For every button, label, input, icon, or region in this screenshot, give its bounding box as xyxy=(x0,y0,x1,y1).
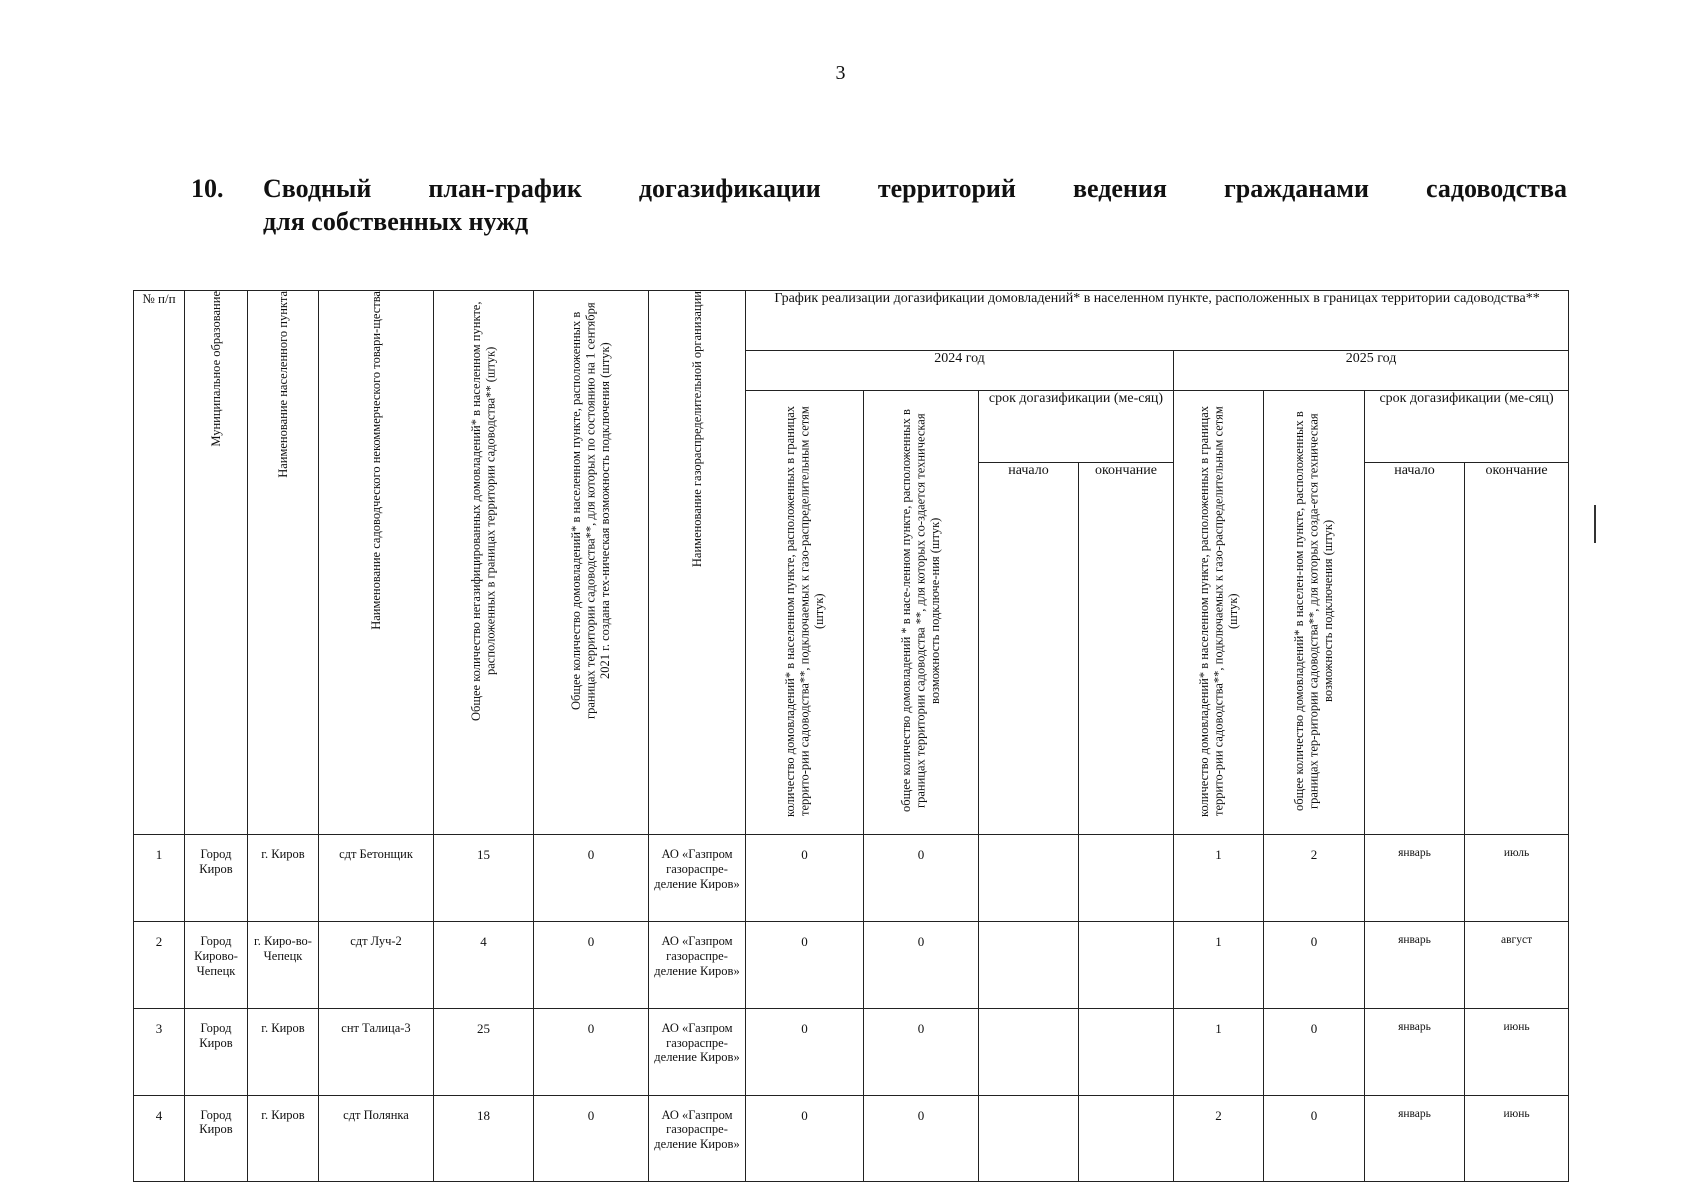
cell-connected-2025: 1 xyxy=(1174,1008,1264,1095)
cell-ungasified: 18 xyxy=(434,1095,534,1182)
cell-ungasified: 4 xyxy=(434,922,534,1009)
cell-tech: 0 xyxy=(534,922,649,1009)
heading-number: 10. xyxy=(191,174,224,203)
cell-snt: снт Талица-3 xyxy=(319,1008,434,1095)
heading-word: догазификации xyxy=(638,174,821,203)
cell-end-2025: июнь xyxy=(1465,1008,1569,1095)
cell-end-2025: июль xyxy=(1465,835,1569,922)
header-municipality-text: Муниципальное образование xyxy=(208,291,223,447)
cell-org: АО «Газпром газораспре-деление Киров» xyxy=(649,1008,746,1095)
header-num: № п/п xyxy=(134,291,185,835)
heading-word: Сводный xyxy=(263,174,372,203)
cell-start-2024 xyxy=(979,1095,1079,1182)
cell-connected-2024: 0 xyxy=(746,1008,864,1095)
cell-settlement: г. Киро-во-Чепецк xyxy=(248,922,319,1009)
header-schedule: График реализации догазификации домовладений* в населенном пункте, расположенных в границах территории садоводства** xyxy=(746,291,1569,351)
cell-start-2024 xyxy=(979,835,1079,922)
heading-words xyxy=(263,172,1567,205)
cell-start-2025: январь xyxy=(1365,1008,1465,1095)
header-tech-possibility xyxy=(534,291,649,835)
cell-connected-2025: 2 xyxy=(1174,1095,1264,1182)
cell-municipality: Город Киров xyxy=(185,835,248,922)
heading-word: ведения xyxy=(1072,174,1167,203)
header-start-2025: начало xyxy=(1365,462,1465,835)
heading-line-2: для собственных нужд xyxy=(263,207,529,236)
cell-org: АО «Газпром газораспре-деление Киров» xyxy=(649,835,746,922)
cell-snt: сдт Луч-2 xyxy=(319,922,434,1009)
table-row xyxy=(134,835,1569,922)
header-tech-possibility-text: Общее количество домовладений* в населенном пункте, расположенных в границах территории садоводства**, для которых по состоянию на 1 сентября 2021 г. создана тех-ническая возможность подключения (штук) xyxy=(569,302,613,720)
header-connected-2025-text: количество домовладений* в населенном пункте, расположенных в границах террито-рии садоводства**, подключаемых к газо-распределительным сетям (штук) xyxy=(1196,405,1240,817)
cell-end-2025: июнь xyxy=(1465,1095,1569,1182)
table-row xyxy=(134,922,1569,1009)
cell-created-2025: 2 xyxy=(1264,835,1365,922)
header-year-2024: 2024 год xyxy=(746,351,1174,391)
cell-created-2024: 0 xyxy=(864,1008,979,1095)
cell-connected-2024: 0 xyxy=(746,1095,864,1182)
heading-word: садоводства xyxy=(1426,174,1567,203)
cell-end-2025: август xyxy=(1465,922,1569,1009)
header-term-2024: срок догазификации (ме-сяц) xyxy=(979,391,1174,463)
cell-municipality: Город Кирово-Чепецк xyxy=(185,922,248,1009)
cell-end-2024 xyxy=(1079,1095,1174,1182)
cell-connected-2024: 0 xyxy=(746,835,864,922)
header-snt xyxy=(319,291,434,835)
cell-tech: 0 xyxy=(534,1008,649,1095)
cell-settlement: г. Киров xyxy=(248,835,319,922)
header-connected-2024 xyxy=(746,391,864,835)
cell-settlement: г. Киров xyxy=(248,1008,319,1095)
cell-start-2024 xyxy=(979,922,1079,1009)
header-snt-text: Наименование садоводческого некоммерческого товари-щества xyxy=(368,291,383,630)
header-ungasified xyxy=(434,291,534,835)
cell-ungasified: 25 xyxy=(434,1008,534,1095)
header-start-2024: начало xyxy=(979,462,1079,835)
cell-end-2024 xyxy=(1079,922,1174,1009)
cell-created-2025: 0 xyxy=(1264,922,1365,1009)
cell-created-2024: 0 xyxy=(864,1095,979,1182)
cell-connected-2025: 1 xyxy=(1174,922,1264,1009)
cell-num: 1 xyxy=(134,835,185,922)
header-created-2024 xyxy=(864,391,979,835)
cell-end-2024 xyxy=(1079,1008,1174,1095)
cell-num: 2 xyxy=(134,922,185,1009)
header-term-2025: срок догазификации (ме-сяц) xyxy=(1365,391,1569,463)
heading-word: территорий xyxy=(877,174,1016,203)
cell-municipality: Город Киров xyxy=(185,1008,248,1095)
heading-word: план-график xyxy=(428,174,582,203)
cell-org: АО «Газпром газораспре-деление Киров» xyxy=(649,1095,746,1182)
cell-created-2024: 0 xyxy=(864,922,979,1009)
heading-word: гражданами xyxy=(1223,174,1369,203)
page-number: 3 xyxy=(835,62,846,84)
header-created-2024-text: общее количество домовладений * в насе-ленном пункте, расположенных в границах территории садоводства **, для которых со-здается техническая возможность подключе-ния (штук) xyxy=(899,409,943,813)
header-end-2025: окончание xyxy=(1465,462,1569,835)
table-row xyxy=(134,1095,1569,1182)
scan-mark xyxy=(1594,505,1596,543)
cell-start-2025: январь xyxy=(1365,922,1465,1009)
cell-start-2025: январь xyxy=(1365,1095,1465,1182)
cell-created-2024: 0 xyxy=(864,835,979,922)
heading-line-1 xyxy=(191,172,1567,205)
cell-end-2024 xyxy=(1079,835,1174,922)
cell-num: 3 xyxy=(134,1008,185,1095)
cell-start-2025: январь xyxy=(1365,835,1465,922)
cell-created-2025: 0 xyxy=(1264,1095,1365,1182)
cell-connected-2024: 0 xyxy=(746,922,864,1009)
cell-created-2025: 0 xyxy=(1264,1008,1365,1095)
cell-start-2024 xyxy=(979,1008,1079,1095)
table-row xyxy=(134,1008,1569,1095)
header-gas-org-text: Наименование газораспределительной организации xyxy=(689,291,704,568)
cell-tech: 0 xyxy=(534,835,649,922)
cell-ungasified: 15 xyxy=(434,835,534,922)
header-ungasified-text: Общее количество негазифицированных домовладений* в населенном пункте, расположенных в границах территории садоводства** (штук) xyxy=(469,301,498,721)
header-end-2024: окончание xyxy=(1079,462,1174,835)
header-created-2025-text: общее количество домовладений* в населен-ном пункте, расположенных в границах тер-ритории садоводства**, для которых созда-ется техническая возможность подключения (штук) xyxy=(1292,411,1336,811)
header-gas-org xyxy=(649,291,746,835)
header-settlement-text: Наименование населенного пункта xyxy=(275,291,290,478)
header-created-2025 xyxy=(1264,391,1365,835)
document-heading xyxy=(191,172,1567,238)
gasification-schedule-table xyxy=(133,290,1569,1182)
header-connected-2025 xyxy=(1174,391,1264,835)
header-connected-2024-text: количество домовладений* в населенном пункте, расположенных в границах террито-рии садоводства**, подключаемых к газо-распределительным сетям (штук) xyxy=(782,405,826,817)
cell-snt: сдт Бетонщик xyxy=(319,835,434,922)
cell-snt: сдт Полянка xyxy=(319,1095,434,1182)
cell-org: АО «Газпром газораспре-деление Киров» xyxy=(649,922,746,1009)
cell-settlement: г. Киров xyxy=(248,1095,319,1182)
cell-num: 4 xyxy=(134,1095,185,1182)
header-settlement xyxy=(248,291,319,835)
cell-connected-2025: 1 xyxy=(1174,835,1264,922)
cell-municipality: Город Киров xyxy=(185,1095,248,1182)
cell-tech: 0 xyxy=(534,1095,649,1182)
header-municipality xyxy=(185,291,248,835)
header-year-2025: 2025 год xyxy=(1174,351,1569,391)
